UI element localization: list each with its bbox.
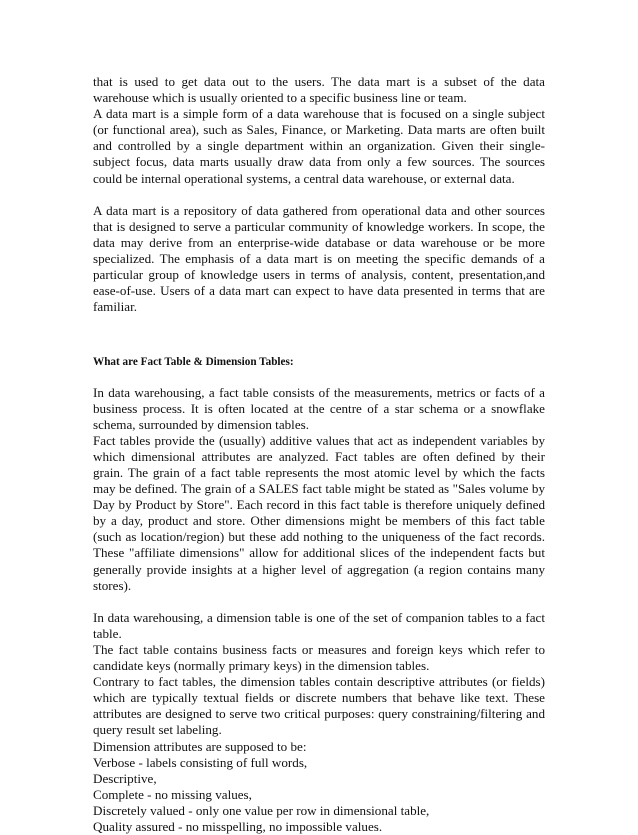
paragraph-dimension-table-definition: In data warehousing, a dimension table is one of the set of companion tables to a fact table. bbox=[93, 609, 545, 641]
section-spacer bbox=[93, 332, 545, 355]
paragraph-data-mart-simple-form: A data mart is a simple form of a data warehouse that is focused on a single subject (or functional area), such as Sales, Finance, or Marketing. Data marts are often built and controlled by a single department within an organization. Given their single-subject focus, data marts usually draw data from only a few sources. The sources could be internal operational systems, a central data warehouse, or external data. bbox=[93, 106, 545, 186]
paragraph-dimension-attributes: Contrary to fact tables, the dimension tables contain descriptive attributes (or fields) which are typically textual fields or discrete numbers that behave like text. These attributes are designed to serve two critical purposes: query constraining/filtering and query result set labeling. bbox=[93, 674, 545, 738]
list-item: Quality assured - no misspelling, no impossible values. bbox=[93, 819, 383, 835]
paragraph-data-mart-subset: that is used to get data out to the users. The data mart is a subset of the data warehouse which is usually oriented to a specific business line or team. bbox=[93, 74, 545, 106]
paragraph-fact-table-definition: In data warehousing, a fact table consists of the measurements, metrics or facts of a business process. It is often located at the centre of a star schema or a snowflake schema, surrounded by dimension tables. bbox=[93, 384, 545, 432]
paragraph-data-mart-repository: A data mart is a repository of data gathered from operational data and other sources that is designed to serve a particular community of knowledge workers. In scope, the data may derive from an enterprise-wide database or data warehouse or be more specialized. The emphasis of a data mart is on meeting the specific demands of a particular group of knowledge users in terms of analysis, content, presentation,and ease-of-use. Users of a data mart can expect to have data presented in terms that are familiar. bbox=[93, 202, 545, 315]
section-heading: What are Fact Table & Dimension Tables: bbox=[93, 355, 294, 368]
list-item: Complete - no missing values, bbox=[93, 786, 252, 802]
heading-spacer bbox=[93, 369, 545, 385]
list-item: Descriptive, bbox=[93, 770, 157, 786]
paragraph-fact-table-grain: Fact tables provide the (usually) additive values that act as independent variables by which dimensional attributes are analyzed. Fact tables are often defined by their grain. The grain of a fact table represents the most atomic level by which the facts may be defined. The grain of a SALES fact table might be stated as "Sales volume by Day by Product by Store". Each record in this fact table is therefore uniquely defined by a day, product and store. Other dimensions might be members of this fact table (such as location/region) but these add nothing to the uniqueness of the fact records. These "affiliate dimensions" allow for additional slices of the independent facts but generally provide insights at a higher level of aggregation (a region contains many stores). bbox=[93, 432, 545, 593]
list-item: Discretely valued - only one value per row in dimensional table, bbox=[93, 802, 430, 818]
page-body bbox=[93, 74, 545, 835]
paragraph-spacer bbox=[93, 315, 545, 331]
paragraph-fact-table-keys: The fact table contains business facts or measures and foreign keys which refer to candidate keys (normally primary keys) in the dimension tables. bbox=[93, 642, 545, 674]
list-intro: Dimension attributes are supposed to be: bbox=[93, 738, 307, 754]
paragraph-spacer bbox=[93, 594, 545, 610]
list-item: Verbose - labels consisting of full words, bbox=[93, 754, 308, 770]
paragraph-spacer bbox=[93, 187, 545, 203]
